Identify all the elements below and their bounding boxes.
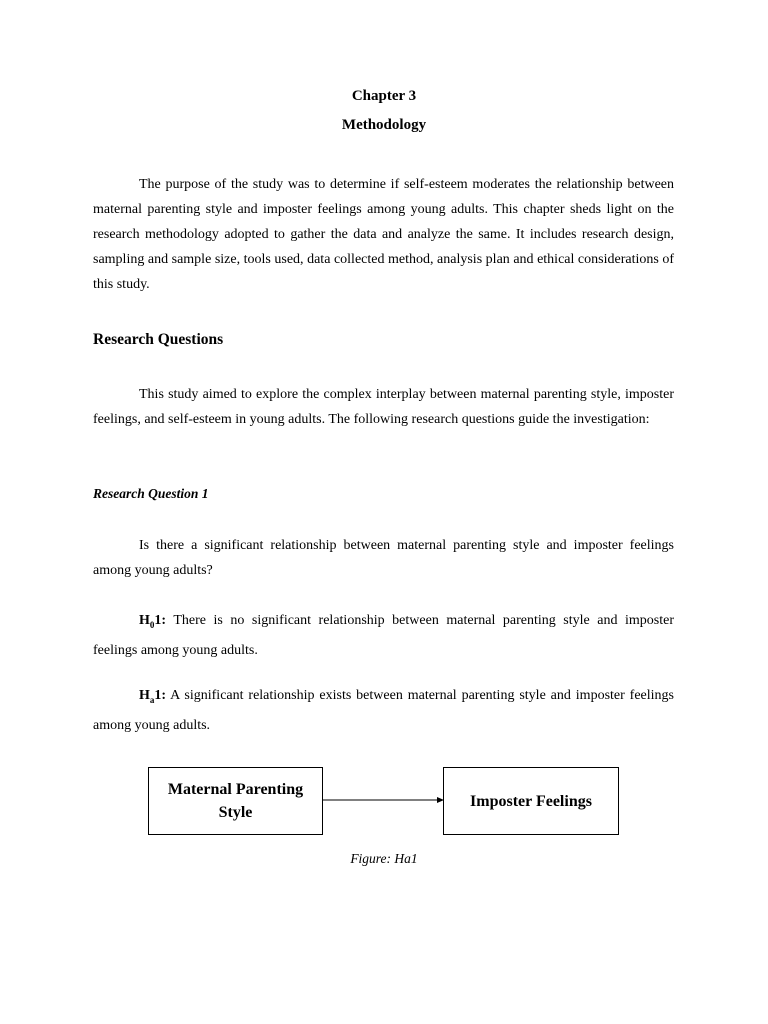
chapter-title: Methodology	[341, 117, 427, 133]
figure-caption: Figure: Ha1	[350, 851, 418, 866]
alt-hypothesis-label: $H_a1$:	[139, 688, 167, 705]
maternal-parenting-style-box: Maternal Parenting Style	[148, 767, 323, 835]
intro-paragraph: The purpose of the study was to determine if self-esteem moderates the relationship between maternal parenting style and imposter feelings among young adults. This chapter sheds light on the research methodology adopted to gather the data and analyze the same. It includes research design, sampling and sample size, tools used, data collected method, analysis plan and ethical considerations of this study.	[93, 177, 674, 292]
research-questions-heading: Research Questions	[93, 331, 224, 348]
null-hypothesis-text: There is no significant relationship between maternal parenting style and imposter feelings among young adults.	[93, 613, 674, 658]
alt-hypothesis-text: A significant relationship exists between maternal parenting style and imposter feelings among young adults.	[93, 688, 674, 733]
imposter-feelings-box: Imposter Feelings	[443, 767, 619, 835]
null-hypothesis-label: $H_01$:	[139, 613, 167, 630]
chapter-number: Chapter 3	[351, 88, 417, 104]
research-questions-intro: This study aimed to explore the complex interplay between maternal parenting style, imposter feelings, and self-esteem in young adults. The following research questions guide the investigation:	[93, 387, 674, 427]
research-question-1-heading: Research Question 1	[93, 486, 209, 501]
research-question-1-text: Is there a significant relationship between maternal parenting style and imposter feelings among young adults?	[93, 538, 674, 578]
